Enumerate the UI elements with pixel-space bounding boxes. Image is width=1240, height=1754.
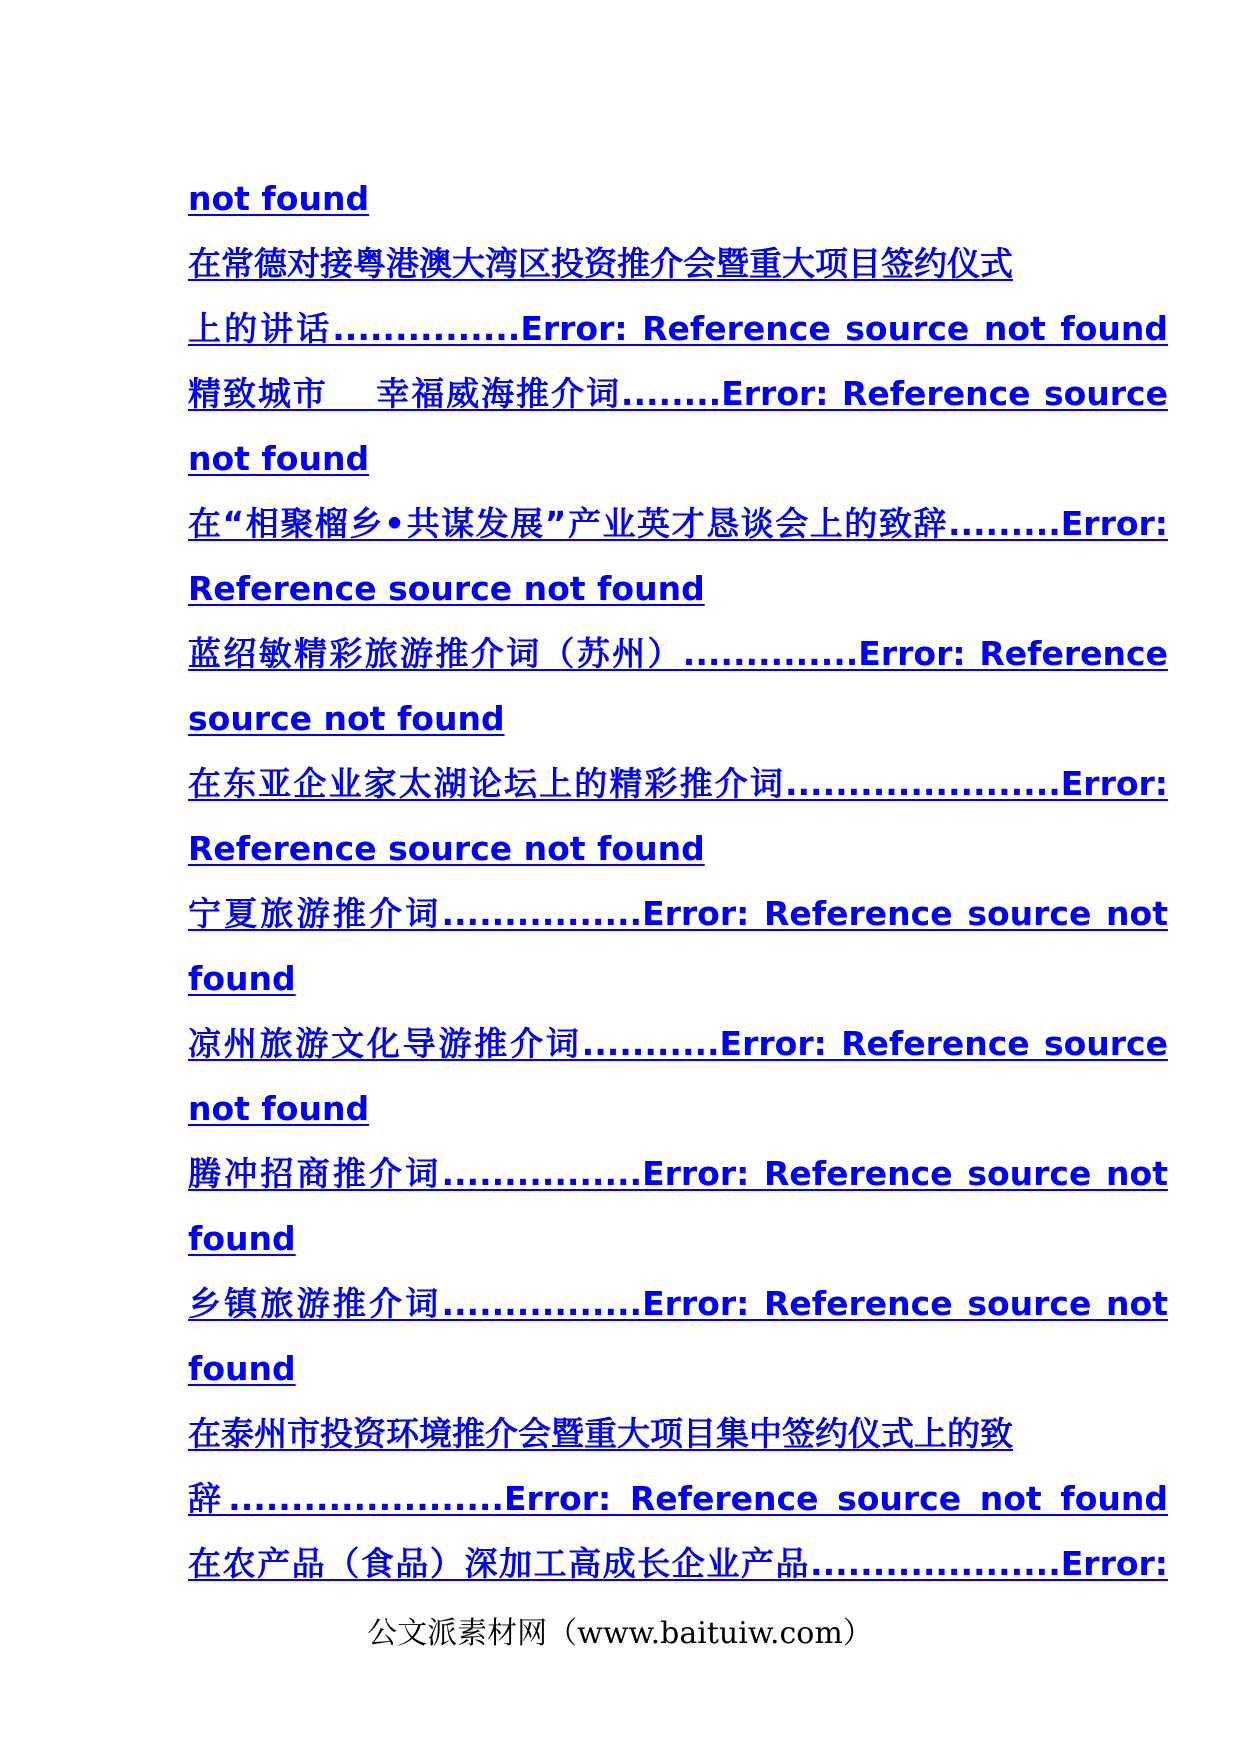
- toc-entry-line[interactable]: not found: [188, 1089, 370, 1128]
- toc-entry-line[interactable]: found: [188, 1349, 296, 1388]
- table-of-contents: [188, 166, 1168, 1596]
- toc-entry-line[interactable]: not found: [188, 179, 370, 218]
- toc-entry-line[interactable]: 辞......................Error: Reference source not found: [188, 1479, 1168, 1518]
- toc-entry-line[interactable]: 乡镇旅游推介词................Error: Reference source not: [188, 1284, 1168, 1323]
- toc-entry-line[interactable]: 腾冲招商推介词................Error: Reference source not: [188, 1154, 1168, 1193]
- toc-entry-line[interactable]: found: [188, 959, 296, 998]
- toc-entry-line[interactable]: 精致城市 幸福威海推介词........Error: Reference source: [188, 374, 1168, 413]
- page-footer: 公文派素材网（www.baituiw.com）: [367, 1616, 873, 1651]
- toc-entry-line[interactable]: 凉州旅游文化导游推介词...........Error: Reference source: [188, 1024, 1168, 1063]
- toc-entry-line[interactable]: 蓝绍敏精彩旅游推介词（苏州）..............Error: Reference: [188, 634, 1168, 673]
- toc-entry-line[interactable]: not found: [188, 439, 370, 478]
- toc-entry-line[interactable]: 上的讲话...............Error: Reference source not found: [188, 309, 1168, 348]
- toc-entry-line[interactable]: 在常德对接粤港澳大湾区投资推介会暨重大项目签约仪式: [188, 244, 1013, 283]
- toc-entry-line[interactable]: 在东亚企业家太湖论坛上的精彩推介词......................Error:: [188, 764, 1168, 803]
- toc-entry-line[interactable]: Reference source not found: [188, 569, 705, 608]
- toc-entry-line[interactable]: 在农产品（食品）深加工高成长企业产品....................Error:: [188, 1544, 1168, 1583]
- toc-entry-line[interactable]: 在“相聚榴乡•共谋发展”产业英才恳谈会上的致辞.........Error:: [188, 504, 1168, 543]
- toc-entry-line[interactable]: found: [188, 1219, 296, 1258]
- toc-entry-line[interactable]: 宁夏旅游推介词................Error: Reference source not: [188, 894, 1168, 933]
- toc-entry-line[interactable]: 在泰州市投资环境推介会暨重大项目集中签约仪式上的致: [188, 1414, 1013, 1453]
- toc-entry-line[interactable]: source not found: [188, 699, 505, 738]
- toc-entry-line[interactable]: Reference source not found: [188, 829, 705, 868]
